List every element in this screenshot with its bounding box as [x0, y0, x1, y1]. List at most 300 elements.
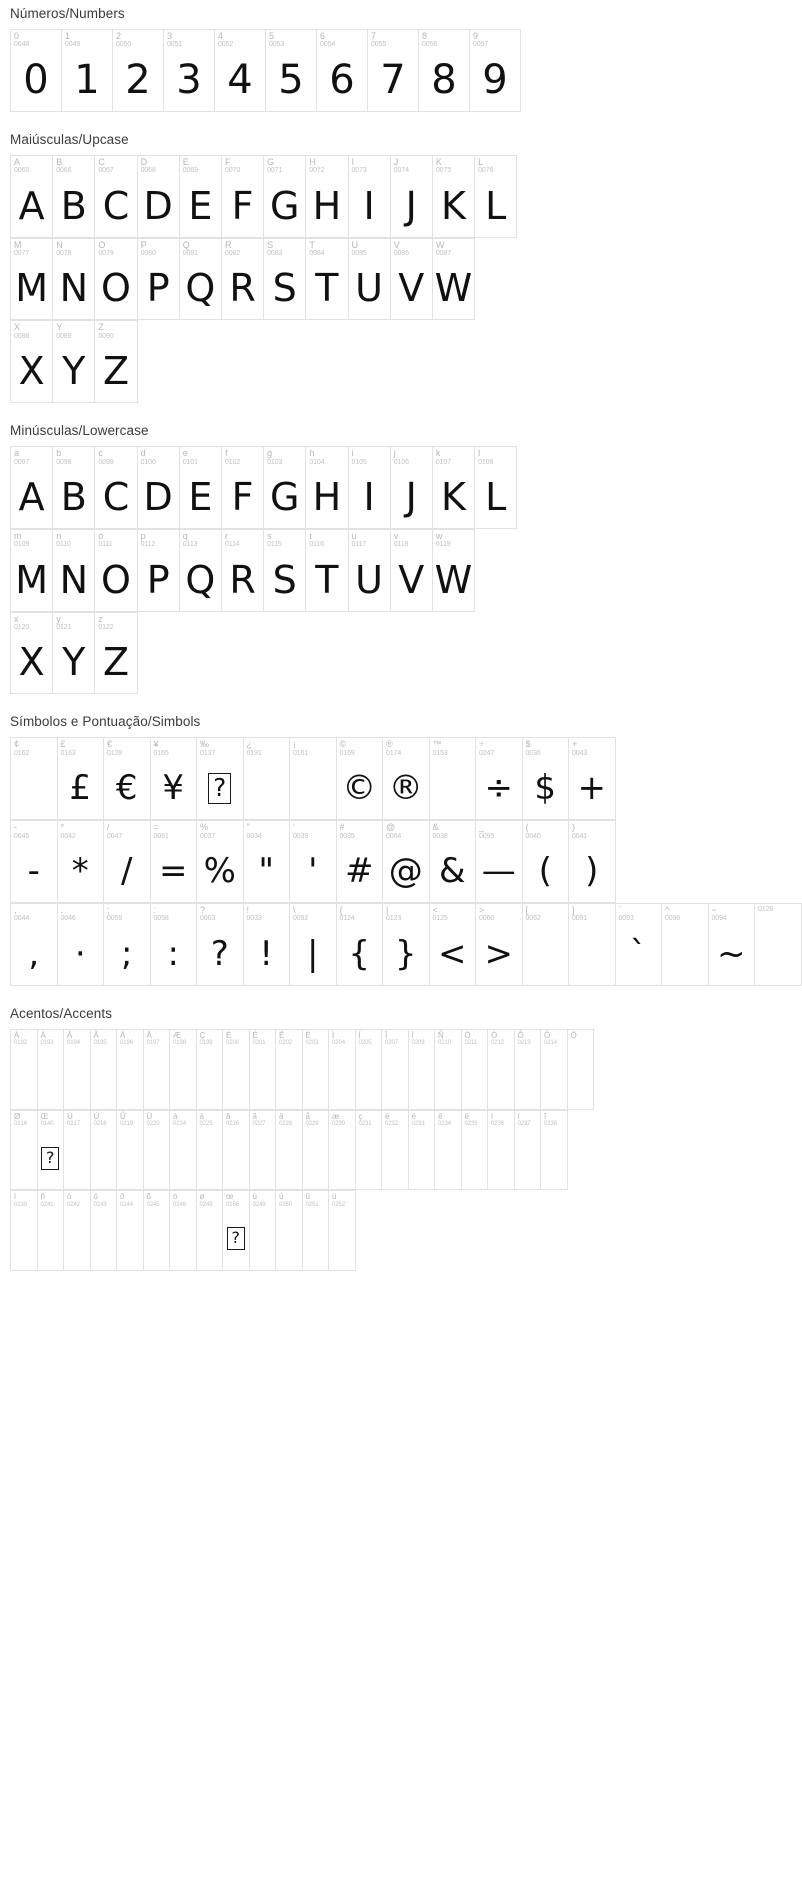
- glyph-meta: [541, 1111, 567, 1128]
- glyph-meta: [144, 1111, 170, 1128]
- glyph-preview: K: [441, 474, 466, 519]
- glyph-cell[interactable]: [709, 904, 756, 986]
- glyph-cell[interactable]: [430, 821, 477, 903]
- glyph-row: [10, 529, 475, 612]
- glyph-preview: [64, 1047, 90, 1109]
- glyph-cell[interactable]: [264, 239, 306, 321]
- glyph-code-label: 0107: [435, 458, 452, 466]
- glyph-preview: [223, 1208, 249, 1270]
- glyph-cell[interactable]: [53, 447, 95, 529]
- glyph-cell[interactable]: [568, 1030, 595, 1110]
- glyph-cell[interactable]: [409, 1111, 436, 1191]
- glyph-meta: [476, 904, 522, 923]
- glyph-cell[interactable]: [250, 1191, 277, 1271]
- glyph-cell[interactable]: [64, 1030, 91, 1110]
- glyph-char-label: $: [525, 739, 531, 750]
- glyph-row: [10, 1110, 568, 1191]
- glyph-cell[interactable]: [170, 1191, 197, 1271]
- glyph-cell[interactable]: [391, 239, 433, 321]
- glyph-cell[interactable]: [266, 30, 317, 112]
- glyph-cell[interactable]: [222, 530, 264, 612]
- glyph-cell[interactable]: [95, 613, 137, 695]
- glyph-cell[interactable]: [170, 1030, 197, 1110]
- glyph-cell[interactable]: [11, 30, 62, 112]
- glyph-meta: [435, 1111, 461, 1128]
- glyph-preview: [11, 1127, 37, 1189]
- glyph-cell[interactable]: [53, 530, 95, 612]
- glyph-cell[interactable]: [349, 530, 391, 612]
- glyph-row: [10, 820, 616, 903]
- glyph-meta: [151, 821, 197, 840]
- glyph-cell[interactable]: [329, 1111, 356, 1191]
- glyph-cell[interactable]: [11, 1191, 38, 1271]
- glyph-cell[interactable]: [244, 904, 291, 986]
- glyph-cell[interactable]: [462, 1111, 489, 1191]
- glyph-cell[interactable]: [433, 156, 475, 238]
- glyph-cell[interactable]: [197, 738, 244, 820]
- glyph-cell[interactable]: [104, 738, 151, 820]
- glyph-cell[interactable]: [223, 1191, 250, 1271]
- glyph-cell[interactable]: [11, 613, 53, 695]
- glyph-code-label: 0034: [246, 832, 262, 840]
- glyph-preview: €: [115, 768, 138, 809]
- glyph-code-label: 0114: [224, 541, 240, 549]
- glyph-code-label: 0235: [464, 1120, 478, 1127]
- glyph-char-label: &: [432, 822, 439, 833]
- glyph-cell[interactable]: [95, 530, 137, 612]
- glyph-cell[interactable]: [95, 321, 137, 403]
- glyph-preview: [488, 1127, 514, 1189]
- glyph-cell[interactable]: [349, 156, 391, 238]
- glyph-cell[interactable]: [430, 904, 477, 986]
- glyph-cell[interactable]: [616, 904, 663, 986]
- glyph-cell[interactable]: [223, 1111, 250, 1191]
- glyph-cell[interactable]: [368, 30, 419, 112]
- glyph-char-label: í: [517, 1111, 520, 1121]
- glyph-code-label: 0035: [339, 832, 355, 840]
- glyph-preview: [541, 1047, 567, 1109]
- glyph-meta: [197, 904, 243, 923]
- section-uppercase: [0, 126, 661, 403]
- glyph-char-label: T: [309, 239, 315, 250]
- glyph-cell[interactable]: [541, 1111, 568, 1191]
- glyph-cell[interactable]: [349, 447, 391, 529]
- glyph-code-label: 0069: [182, 167, 198, 175]
- glyph-cell[interactable]: [382, 1111, 409, 1191]
- glyph-cell[interactable]: [391, 530, 433, 612]
- glyph-cell[interactable]: [435, 1030, 462, 1110]
- glyph-meta: [244, 738, 290, 757]
- glyph-cell[interactable]: [144, 1111, 171, 1191]
- glyph-cell[interactable]: [151, 821, 198, 903]
- glyph-cell[interactable]: [264, 447, 306, 529]
- glyph-meta: [250, 1191, 276, 1208]
- glyph-cell[interactable]: [515, 1111, 542, 1191]
- glyph-cell[interactable]: [488, 1030, 515, 1110]
- glyph-code-label: 0248: [199, 1201, 213, 1208]
- glyph-char-label: ë: [464, 1111, 469, 1121]
- glyph-char-label: f: [224, 448, 228, 459]
- glyph-preview: [170, 1047, 196, 1109]
- glyph-char-label: A: [14, 156, 21, 167]
- glyph-cell[interactable]: [290, 904, 337, 986]
- glyph-preview: &: [438, 851, 466, 892]
- glyph-cell[interactable]: [215, 30, 266, 112]
- glyph-meta: [356, 1030, 382, 1047]
- glyph-meta: [95, 447, 136, 466]
- glyph-cell[interactable]: [306, 447, 348, 529]
- glyph-cell[interactable]: [250, 1030, 277, 1110]
- glyph-code-label: 0050: [116, 41, 132, 49]
- glyph-meta: [11, 1111, 37, 1128]
- glyph-cell[interactable]: [164, 30, 215, 112]
- glyph-meta: [58, 821, 104, 840]
- glyph-code-label: 0163: [60, 749, 76, 757]
- glyph-cell[interactable]: [250, 1111, 277, 1191]
- glyph-cell[interactable]: [662, 904, 709, 986]
- glyph-row: [10, 612, 138, 695]
- glyph-cell[interactable]: [356, 1030, 383, 1110]
- glyph-cell[interactable]: [113, 30, 164, 112]
- section-title: Símbolos e Pontuação/Simbols: [10, 714, 201, 730]
- glyph-cell[interactable]: [104, 904, 151, 986]
- glyph-code-label: 0200: [226, 1040, 239, 1047]
- glyph-meta: [476, 738, 522, 757]
- glyph-preview: T: [315, 266, 339, 311]
- glyph-code-label: 0174: [386, 749, 402, 757]
- glyph-cell[interactable]: [476, 904, 523, 986]
- glyph-preview: [329, 1208, 355, 1270]
- glyph-cell[interactable]: [11, 1030, 38, 1110]
- glyph-cell[interactable]: [475, 447, 517, 529]
- glyph-char-label: z: [98, 613, 103, 624]
- glyph-cell[interactable]: [222, 156, 264, 238]
- glyph-preview: Y: [62, 349, 86, 394]
- glyph-cell[interactable]: [755, 904, 802, 986]
- glyph-meta: [11, 239, 52, 258]
- glyph-code-label: 0081: [182, 250, 198, 257]
- glyph-cell[interactable]: [523, 821, 570, 903]
- glyph-cell[interactable]: [222, 447, 264, 529]
- glyph-code-label: 0067: [98, 167, 114, 175]
- glyph-char-label: M: [14, 239, 22, 250]
- glyph-preview: [329, 1127, 355, 1189]
- glyph-meta: [470, 30, 520, 49]
- glyph-char-label: ¿: [246, 739, 252, 750]
- glyph-preview: I: [363, 183, 375, 228]
- glyph-cell[interactable]: [523, 738, 570, 820]
- glyph-cell[interactable]: [197, 1030, 224, 1110]
- glyph-cell[interactable]: [303, 1191, 330, 1271]
- glyph-cell[interactable]: [303, 1111, 330, 1191]
- glyph-meta: [38, 1111, 64, 1128]
- glyph-cell[interactable]: [138, 156, 180, 238]
- glyph-cell[interactable]: [430, 738, 477, 820]
- glyph-cell[interactable]: [197, 1191, 224, 1271]
- glyph-cell[interactable]: [306, 530, 348, 612]
- glyph-cell[interactable]: [470, 30, 521, 112]
- glyph-cell[interactable]: [276, 1030, 303, 1110]
- glyph-code-label: 0105: [351, 458, 367, 466]
- glyph-cell[interactable]: [11, 738, 58, 820]
- glyph-cell[interactable]: [515, 1030, 542, 1110]
- glyph-cell[interactable]: [11, 239, 53, 321]
- glyph-meta: [91, 1111, 117, 1128]
- glyph-cell[interactable]: [58, 904, 105, 986]
- glyph-char-label: K: [435, 156, 442, 167]
- glyph-cell[interactable]: [180, 530, 222, 612]
- glyph-cell[interactable]: [306, 156, 348, 238]
- glyph-char-label: ò: [67, 1192, 72, 1202]
- glyph-meta: [138, 530, 179, 549]
- glyph-preview: H: [312, 474, 342, 519]
- glyph-cell[interactable]: [419, 30, 470, 112]
- glyph-code-label: 0061: [153, 832, 169, 840]
- glyph-cell[interactable]: [476, 821, 523, 903]
- glyph-preview: [144, 1208, 170, 1270]
- glyph-char-label: D: [140, 156, 148, 167]
- glyph-cell[interactable]: [222, 239, 264, 321]
- glyph-cell[interactable]: [462, 1030, 489, 1110]
- glyph-preview: *: [71, 851, 89, 892]
- glyph-meta: [266, 30, 316, 49]
- glyph-cell[interactable]: [53, 613, 95, 695]
- glyph-char-label: Ä: [120, 1030, 126, 1040]
- glyph-code-label: 0042: [60, 832, 76, 840]
- glyph-cell[interactable]: [58, 821, 105, 903]
- glyph-cell[interactable]: [569, 821, 616, 903]
- glyph-preview: [290, 757, 336, 819]
- glyph-row: [10, 320, 138, 403]
- glyph-meta: [95, 239, 136, 258]
- glyph-cell[interactable]: [264, 530, 306, 612]
- glyph-cell[interactable]: [391, 447, 433, 529]
- glyph-code-label: 0038: [432, 832, 448, 840]
- glyph-cell[interactable]: [329, 1191, 356, 1271]
- glyph-char-label: ,: [14, 905, 17, 916]
- glyph-cell[interactable]: [180, 447, 222, 529]
- glyph-code-label: 0191: [246, 749, 262, 757]
- glyph-char-label: (: [525, 822, 529, 833]
- glyph-code-label: 0079: [98, 250, 114, 257]
- glyph-cell[interactable]: [117, 1030, 144, 1110]
- glyph-cell[interactable]: [91, 1191, 118, 1271]
- glyph-char-label: æ: [332, 1111, 340, 1121]
- glyph-char-label: Œ: [40, 1111, 49, 1121]
- glyph-char-label: ô: [120, 1192, 125, 1202]
- glyph-cell[interactable]: [569, 904, 616, 986]
- glyph-code-label: 0209: [411, 1040, 425, 1047]
- glyph-cell[interactable]: [391, 156, 433, 238]
- glyph-meta: [151, 738, 197, 757]
- glyph-char-label: Û: [120, 1111, 126, 1121]
- glyph-cell[interactable]: [409, 1030, 436, 1110]
- glyph-cell[interactable]: [64, 1191, 91, 1271]
- glyph-preview: ;: [121, 933, 133, 974]
- glyph-preview: J: [405, 183, 417, 228]
- glyph-cell[interactable]: [303, 1030, 330, 1110]
- glyph-cell[interactable]: [337, 738, 384, 820]
- glyph-cell[interactable]: [38, 1111, 65, 1191]
- glyph-meta: [180, 530, 221, 549]
- glyph-cell[interactable]: [53, 239, 95, 321]
- glyph-cell[interactable]: [170, 1111, 197, 1191]
- glyph-cell[interactable]: [11, 530, 53, 612]
- glyph-char-label: œ: [226, 1192, 234, 1202]
- glyph-cell[interactable]: [197, 904, 244, 986]
- glyph-cell[interactable]: [290, 821, 337, 903]
- glyph-cell[interactable]: [151, 738, 198, 820]
- glyph-cell[interactable]: [91, 1030, 118, 1110]
- glyph-code-label: 0125: [432, 915, 448, 923]
- glyph-cell[interactable]: [95, 239, 137, 321]
- glyph-code-label: 0237: [517, 1120, 531, 1127]
- glyph-char-label: à: [173, 1111, 178, 1121]
- glyph-code-label: 0210: [438, 1040, 451, 1047]
- glyph-cell[interactable]: [337, 821, 384, 903]
- glyph-cell[interactable]: [104, 821, 151, 903]
- glyph-cell[interactable]: [180, 156, 222, 238]
- notdef-box-icon: ?: [227, 1227, 245, 1250]
- glyph-meta: [222, 530, 263, 549]
- glyph-code-label: 0086: [393, 250, 409, 257]
- glyph-char-label: h: [309, 448, 315, 459]
- glyph-cell[interactable]: [569, 738, 616, 820]
- glyph-cell[interactable]: [11, 321, 53, 403]
- glyph-cell[interactable]: [383, 821, 430, 903]
- glyph-row: [10, 29, 521, 112]
- glyph-cell[interactable]: [488, 1111, 515, 1191]
- glyph-cell[interactable]: [95, 447, 137, 529]
- glyph-cell[interactable]: [383, 738, 430, 820]
- glyph-cell[interactable]: [11, 821, 58, 903]
- glyph-char-label: É: [252, 1030, 258, 1040]
- glyph-char-label: Ö: [570, 1030, 577, 1040]
- glyph-code-label: 0247: [479, 749, 495, 757]
- glyph-preview: [382, 1047, 408, 1109]
- glyph-preview: B: [60, 183, 87, 228]
- glyph-cell[interactable]: [38, 1191, 65, 1271]
- glyph-cell[interactable]: [244, 738, 291, 820]
- glyph-meta: [244, 904, 290, 923]
- glyph-meta: [329, 1191, 355, 1208]
- glyph-meta: [276, 1111, 302, 1128]
- glyph-cell[interactable]: [476, 738, 523, 820]
- glyph-cell[interactable]: [244, 821, 291, 903]
- glyph-cell[interactable]: [382, 1030, 409, 1110]
- glyph-cell[interactable]: [541, 1030, 568, 1110]
- glyph-char-label: ©: [339, 739, 347, 750]
- glyph-cell[interactable]: [11, 447, 53, 529]
- glyph-code-label: 0088: [14, 332, 30, 340]
- glyph-cell[interactable]: [151, 904, 198, 986]
- glyph-cell[interactable]: [180, 239, 222, 321]
- glyph-cell[interactable]: [523, 904, 570, 986]
- glyph-char-label: #: [339, 822, 345, 833]
- glyph-cell[interactable]: [95, 156, 137, 238]
- glyph-cell[interactable]: [91, 1111, 118, 1191]
- glyph-preview: W: [434, 266, 473, 311]
- glyph-cell[interactable]: [53, 321, 95, 403]
- glyph-preview: [409, 1047, 435, 1109]
- glyph-cell[interactable]: [435, 1111, 462, 1191]
- glyph-cell[interactable]: [64, 1111, 91, 1191]
- glyph-code-label: 0109: [14, 541, 30, 549]
- glyph-cell[interactable]: [475, 156, 517, 238]
- glyph-preview: [170, 1208, 196, 1270]
- glyph-cell[interactable]: [138, 530, 180, 612]
- glyph-cell[interactable]: [62, 30, 113, 112]
- glyph-cell[interactable]: [138, 447, 180, 529]
- glyph-cell[interactable]: [433, 239, 475, 321]
- glyph-cell[interactable]: [433, 530, 475, 612]
- glyph-preview: [250, 1047, 276, 1109]
- glyph-meta: [197, 821, 243, 840]
- glyph-cell[interactable]: [276, 1111, 303, 1191]
- glyph-meta: [180, 239, 221, 258]
- glyph-code-label: 0217: [67, 1120, 80, 1127]
- glyph-cell[interactable]: [117, 1191, 144, 1271]
- glyph-char-label: B: [56, 156, 63, 167]
- glyph-cell[interactable]: [349, 239, 391, 321]
- glyph-meta: [523, 821, 569, 840]
- glyph-char-label: {: [339, 905, 343, 916]
- glyph-cell[interactable]: [138, 239, 180, 321]
- glyph-cell[interactable]: [306, 239, 348, 321]
- glyph-preview: -: [27, 851, 40, 892]
- glyph-code-label: 0037: [200, 832, 216, 840]
- glyph-cell[interactable]: [144, 1030, 171, 1110]
- glyph-char-label: o: [98, 530, 104, 541]
- glyph-cell[interactable]: [433, 447, 475, 529]
- glyph-cell[interactable]: [144, 1191, 171, 1271]
- glyph-cell[interactable]: [11, 904, 58, 986]
- glyph-meta: [64, 1191, 90, 1208]
- glyph-code-label: 0122: [98, 624, 114, 632]
- glyph-cell[interactable]: [329, 1030, 356, 1110]
- glyph-cell[interactable]: [197, 821, 244, 903]
- glyph-cell[interactable]: [11, 1111, 38, 1191]
- glyph-cell[interactable]: [356, 1111, 383, 1191]
- glyph-meta: [433, 156, 474, 175]
- glyph-preview: [303, 1127, 329, 1189]
- glyph-cell[interactable]: [276, 1191, 303, 1271]
- glyph-cell[interactable]: [53, 156, 95, 238]
- glyph-cell[interactable]: [38, 1030, 65, 1110]
- glyph-code-label: 0212: [491, 1040, 504, 1047]
- glyph-preview: [755, 913, 801, 975]
- glyph-cell[interactable]: [264, 156, 306, 238]
- glyph-meta: [383, 821, 429, 840]
- glyph-cell[interactable]: [290, 738, 337, 820]
- glyph-cell[interactable]: [117, 1111, 144, 1191]
- glyph-grid: [10, 737, 774, 985]
- glyph-cell[interactable]: [11, 156, 53, 238]
- glyph-cell[interactable]: [317, 30, 368, 112]
- glyph-cell[interactable]: [197, 1111, 224, 1191]
- glyph-char-label: x: [14, 613, 19, 624]
- glyph-cell[interactable]: [337, 904, 384, 986]
- glyph-code-label: 0205: [358, 1040, 372, 1047]
- glyph-cell[interactable]: [223, 1030, 250, 1110]
- glyph-char-label: å: [305, 1111, 310, 1121]
- glyph-code-label: 0056: [422, 41, 438, 49]
- glyph-cell[interactable]: [58, 738, 105, 820]
- glyph-cell[interactable]: [383, 904, 430, 986]
- glyph-preview: 7: [380, 56, 406, 103]
- glyph-char-label: £: [60, 739, 66, 750]
- glyph-preview: 0: [23, 56, 49, 103]
